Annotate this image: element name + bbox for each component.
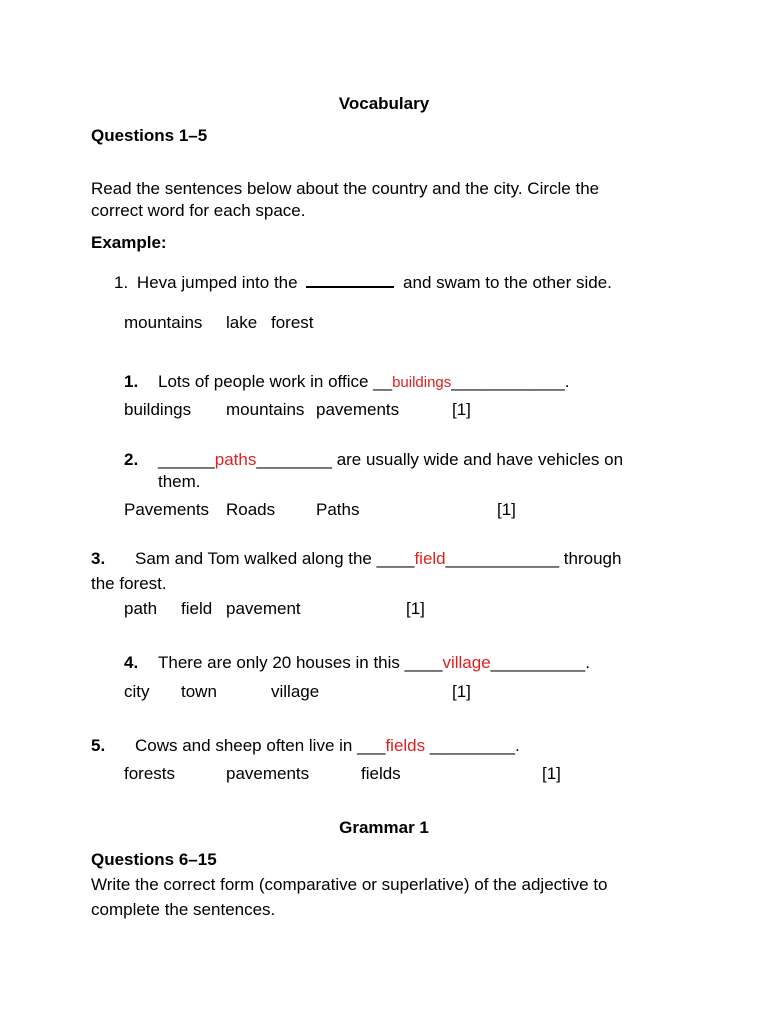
option[interactable]: town (181, 682, 217, 701)
option[interactable]: Paths (316, 500, 360, 519)
answer-text: paths (214, 450, 257, 469)
question-1-text (158, 372, 569, 393)
question-2-text (158, 450, 623, 470)
option[interactable]: pavements (316, 400, 400, 419)
section-title-vocabulary: Vocabulary (338, 94, 430, 113)
instruction-line-2: correct word for each space. (91, 201, 306, 220)
question-text-after: _________. (425, 736, 520, 755)
grammar-instruction-line-2: complete the sentences. (91, 900, 276, 919)
question-text-after: ________ are usually wide and have vehicles on (256, 450, 624, 469)
question-3-text (135, 549, 621, 569)
example-number: 1. (114, 273, 129, 292)
question-text-before: There are only 20 houses in this ____ (158, 653, 443, 672)
option[interactable]: Roads (226, 500, 276, 519)
mark: [1] (497, 500, 516, 519)
answer-text: village (442, 653, 491, 672)
option[interactable]: Pavements (124, 500, 210, 519)
question-text-before: Lots of people work in office __ (158, 372, 393, 391)
example-text-after: and swam to the other side. (403, 273, 612, 292)
question-text-before: ______ (158, 450, 215, 469)
option[interactable]: field (181, 599, 213, 618)
option[interactable]: pavement (226, 599, 301, 618)
mark: [1] (406, 599, 425, 618)
answer-text: fields (385, 736, 426, 755)
question-2-text-line2: them. (158, 472, 201, 491)
example-question (114, 270, 612, 293)
questions-heading-1-5: Questions 1–5 (91, 126, 208, 145)
option[interactable]: forests (124, 764, 176, 783)
instruction-line-1: Read the sentences below about the country and the city. Circle the (91, 179, 600, 198)
question-number: 5. (91, 736, 106, 755)
question-5-text (135, 736, 520, 756)
question-text-after: ____________. (451, 372, 570, 391)
grammar-instruction-line-1: Write the correct form (comparative or superlative) of the adjective to (91, 875, 608, 894)
option[interactable]: mountains (226, 400, 305, 419)
section-title-grammar: Grammar 1 (339, 818, 429, 837)
question-number: 4. (124, 653, 139, 672)
mark: [1] (452, 682, 471, 701)
option[interactable]: city (124, 682, 150, 701)
example-blank (306, 270, 394, 288)
question-number: 3. (91, 549, 106, 568)
question-number: 2. (124, 450, 139, 469)
option[interactable]: buildings (124, 400, 192, 419)
example-option[interactable]: lake (226, 313, 258, 332)
mark: [1] (452, 400, 471, 419)
question-text-after: ____________ through (445, 549, 622, 568)
option[interactable]: village (271, 682, 320, 701)
option[interactable]: fields (361, 764, 401, 783)
option[interactable]: path (124, 599, 158, 618)
questions-heading-6-15: Questions 6–15 (91, 850, 217, 869)
question-4-text (158, 653, 590, 673)
question-3-text-line2: the forest. (91, 574, 167, 593)
question-text-before: Sam and Tom walked along the ____ (135, 549, 415, 568)
answer-text: buildings (392, 374, 452, 391)
question-number: 1. (124, 372, 139, 391)
example-option[interactable]: mountains (124, 313, 203, 332)
mark: [1] (542, 764, 561, 783)
example-option[interactable]: forest (271, 313, 314, 332)
example-label: Example: (91, 233, 167, 252)
example-text-before: Heva jumped into the (136, 273, 298, 292)
option[interactable]: pavements (226, 764, 310, 783)
question-text-after: __________. (490, 653, 590, 672)
answer-text: field (414, 549, 446, 568)
question-text-before: Cows and sheep often live in ___ (135, 736, 386, 755)
